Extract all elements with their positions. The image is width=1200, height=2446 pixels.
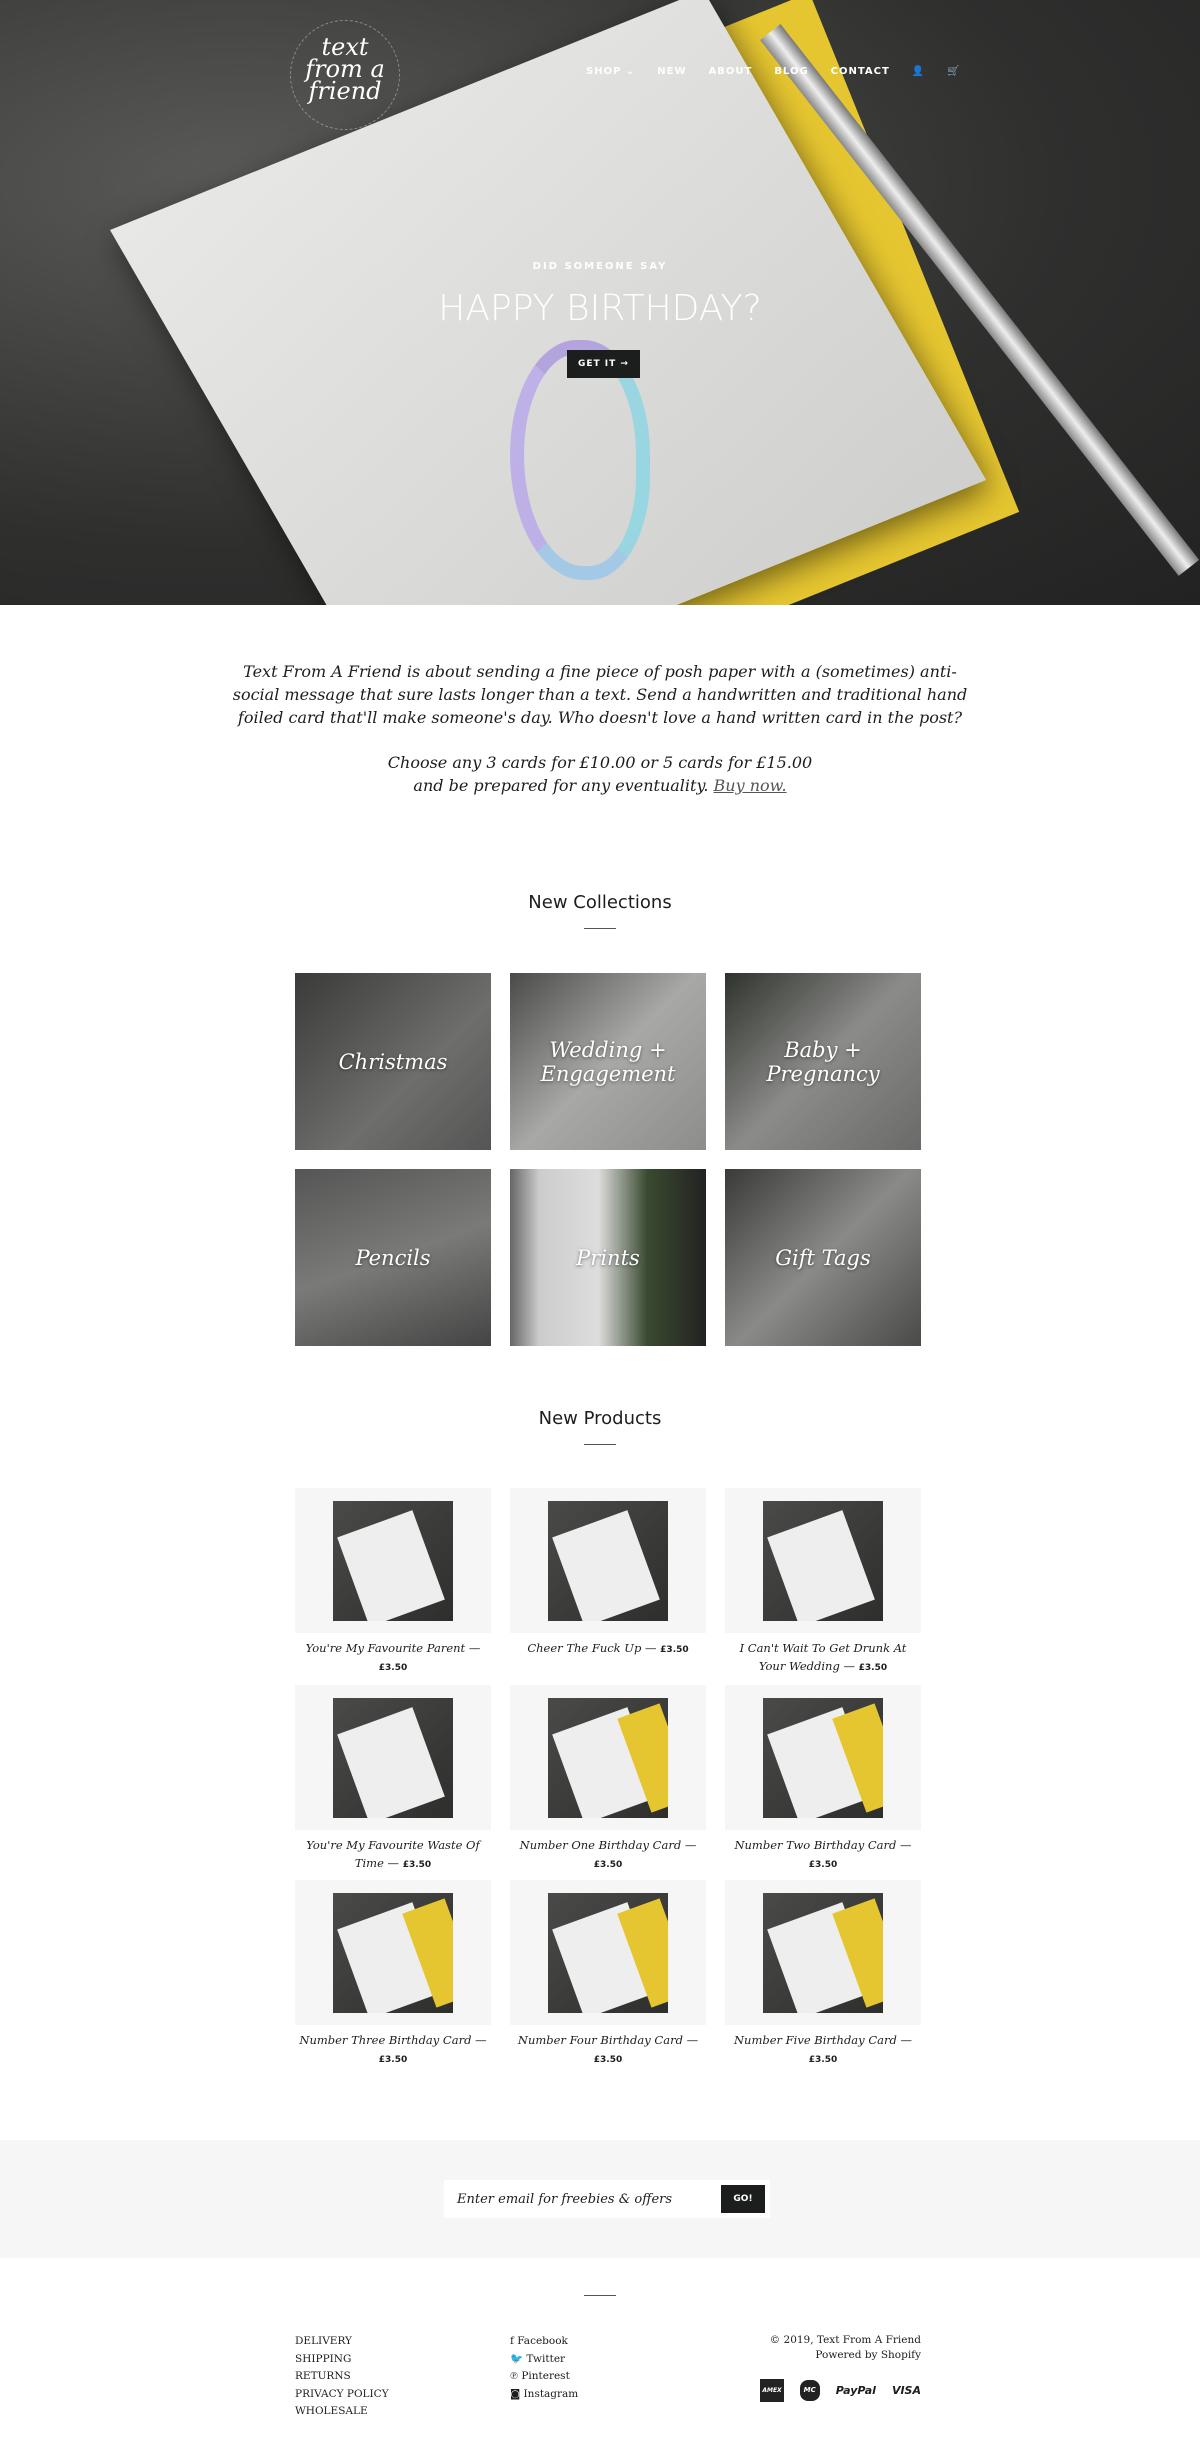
offer-line-2: and be prepared for any eventuality. — [413, 776, 709, 795]
product-name[interactable]: Number Five Birthday Card — [733, 2033, 897, 2047]
nav-shop[interactable]: SHOP ⌄ — [586, 66, 636, 77]
product-image[interactable] — [333, 1893, 453, 2013]
product-caption: I Can't Wait To Get Drunk At Your Wedding — £3.50 — [739, 1641, 907, 1673]
collection-christmas[interactable]: Christmas — [295, 973, 491, 1150]
product-price: £3.50 — [593, 1860, 623, 1870]
user-icon[interactable]: 👤 — [911, 66, 926, 77]
nav-new[interactable]: NEW — [657, 66, 687, 77]
email-input[interactable]: Enter email for freebies & offers — [457, 2191, 673, 2207]
site-logo[interactable] — [290, 20, 400, 130]
footer-link-shipping[interactable]: SHIPPING — [295, 2352, 352, 2365]
intro-text — [220, 660, 980, 797]
instagram-label: Instagram — [523, 2387, 579, 2400]
nav-blog[interactable]: BLOG — [774, 66, 809, 77]
product-name[interactable]: Number One Birthday Card — [519, 1838, 682, 1852]
product-caption: Number Three Birthday Card — £3.50 — [299, 2033, 487, 2065]
product-price: £3.50 — [858, 1663, 888, 1673]
product-caption: Number Two Birthday Card — £3.50 — [734, 1838, 912, 1870]
product-image-frame — [295, 1685, 491, 1830]
product-name[interactable]: Number Two Birthday Card — [734, 1838, 897, 1852]
product-image[interactable] — [548, 1501, 668, 1621]
product-card[interactable] — [725, 1488, 921, 1677]
offer-paragraph — [220, 751, 980, 797]
instagram-icon: ◙ — [510, 2387, 521, 2400]
footer-link-returns[interactable]: RETURNS — [295, 2370, 351, 2382]
footer-social — [510, 2333, 578, 2403]
product-image[interactable] — [763, 1698, 883, 1818]
collection-baby[interactable]: Baby + Pregnancy — [725, 973, 921, 1150]
product-price: £3.50 — [660, 1645, 689, 1655]
copyright: © 2019, Text From A Friend — [769, 2334, 921, 2346]
footer-link-privacy[interactable]: PRIVACY POLICY — [295, 2387, 389, 2400]
product-image-frame — [295, 1488, 491, 1633]
offer-line: Choose any 3 cards for £10.00 or 5 cards for £15.00 — [387, 753, 813, 772]
collection-pencils[interactable]: Pencils — [295, 1169, 491, 1346]
divider — [584, 1444, 616, 1445]
hero-title: HAPPY BIRTHDAY? — [438, 288, 762, 329]
amex-icon: AMEX — [760, 2379, 783, 2402]
main-nav — [586, 66, 961, 77]
product-caption: Number Five Birthday Card — £3.50 — [733, 2033, 912, 2065]
product-card[interactable] — [510, 1685, 706, 1874]
logo-text: text from a friend — [305, 33, 385, 105]
footer-link-delivery[interactable]: DELIVERY — [295, 2335, 352, 2347]
visa-icon: VISA — [891, 2384, 921, 2397]
product-price: £3.50 — [402, 1860, 432, 1870]
product-price: £3.50 — [378, 1663, 408, 1673]
product-card[interactable] — [295, 1880, 491, 2069]
logo-ring — [290, 20, 400, 130]
intro-paragraph: Text From A Friend is about sending a fine piece of posh paper with a (sometimes) anti-social message that sure lasts longer than a text. Send a handwritten and traditional hand foiled card that'll make someone's day. Who doesn't love a hand written card in the post? — [232, 662, 968, 727]
product-image-frame — [510, 1880, 706, 2025]
footer-meta — [700, 2333, 921, 2402]
product-name[interactable]: I Can't Wait To Get Drunk At Your Wedding — [739, 1641, 907, 1673]
product-caption: You're My Favourite Waste Of Time — £3.50 — [306, 1838, 480, 1870]
newsletter-section — [0, 2140, 1200, 2258]
product-name[interactable]: You're My Favourite Waste Of Time — [306, 1838, 480, 1870]
product-image[interactable] — [763, 1501, 883, 1621]
footer-links — [295, 2333, 389, 2421]
divider — [584, 928, 616, 929]
twitter-label: Twitter — [526, 2352, 566, 2365]
collection-wedding[interactable]: Wedding + Engagement — [510, 973, 706, 1150]
payment-icons — [700, 2379, 921, 2402]
product-card[interactable] — [725, 1685, 921, 1874]
cart-icon[interactable]: 🛒 — [947, 66, 961, 77]
product-card[interactable] — [295, 1685, 491, 1874]
product-name[interactable]: Number Three Birthday Card — [299, 2033, 472, 2047]
facebook-link[interactable] — [510, 2333, 578, 2351]
hero-banner — [0, 0, 1200, 605]
instagram-link[interactable] — [510, 2386, 578, 2404]
powered-by[interactable]: Powered by Shopify — [815, 2349, 921, 2361]
product-card[interactable] — [725, 1880, 921, 2069]
collections-title: New Collections — [528, 892, 672, 913]
product-image-frame — [510, 1685, 706, 1830]
hero-kicker: DID SOMEONE SAY — [532, 261, 668, 272]
pinterest-link[interactable] — [510, 2368, 578, 2386]
paypal-icon: PayPal — [835, 2384, 876, 2397]
product-image-frame — [295, 1880, 491, 2025]
products-title: New Products — [538, 1408, 662, 1429]
mastercard-icon: MC — [800, 2380, 820, 2401]
product-price: £3.50 — [808, 2055, 838, 2065]
subscribe-button[interactable]: GO! — [721, 2185, 765, 2213]
product-image[interactable] — [548, 1698, 668, 1818]
product-name[interactable]: Cheer The Fuck Up — [527, 1641, 642, 1655]
product-card[interactable] — [510, 1488, 706, 1659]
buy-now-link[interactable]: Buy now. — [713, 776, 787, 795]
facebook-icon: f — [510, 2335, 514, 2347]
nav-about[interactable]: ABOUT — [708, 66, 753, 77]
pinterest-label: Pinterest — [521, 2370, 570, 2382]
product-image[interactable] — [333, 1501, 453, 1621]
product-name[interactable]: Number Four Birthday Card — [517, 2033, 683, 2047]
collection-gift-tags[interactable]: Gift Tags — [725, 1169, 921, 1346]
product-caption: Number Four Birthday Card — £3.50 — [517, 2033, 699, 2065]
product-image-frame — [725, 1880, 921, 2025]
facebook-label: Facebook — [517, 2335, 568, 2347]
twitter-link[interactable] — [510, 2351, 578, 2369]
product-price: £3.50 — [808, 1860, 838, 1870]
nav-contact[interactable]: CONTACT — [830, 66, 890, 77]
product-image[interactable] — [763, 1893, 883, 2013]
product-card[interactable] — [510, 1880, 706, 2069]
email-form — [444, 2180, 770, 2218]
product-price: £3.50 — [378, 2055, 408, 2065]
product-image[interactable] — [548, 1893, 668, 2013]
twitter-icon: 🐦 — [510, 2352, 524, 2365]
product-card[interactable] — [295, 1488, 491, 1677]
pinterest-icon: ℗ — [510, 2370, 518, 2382]
product-image-frame — [510, 1488, 706, 1633]
product-caption: Number One Birthday Card — £3.50 — [519, 1838, 697, 1870]
collection-prints[interactable]: Prints — [510, 1169, 706, 1346]
product-image-frame — [725, 1488, 921, 1633]
product-caption: You're My Favourite Parent — £3.50 — [305, 1641, 481, 1673]
product-price: £3.50 — [593, 2055, 623, 2065]
footer-divider — [584, 2295, 616, 2296]
product-image-frame — [725, 1685, 921, 1830]
product-image[interactable] — [333, 1698, 453, 1818]
get-it-button[interactable]: GET IT → — [567, 350, 640, 378]
product-name[interactable]: You're My Favourite Parent — [305, 1641, 466, 1655]
product-caption: Cheer The Fuck Up — £3.50 — [527, 1641, 689, 1655]
footer-link-wholesale[interactable]: WHOLESALE — [295, 2405, 368, 2417]
